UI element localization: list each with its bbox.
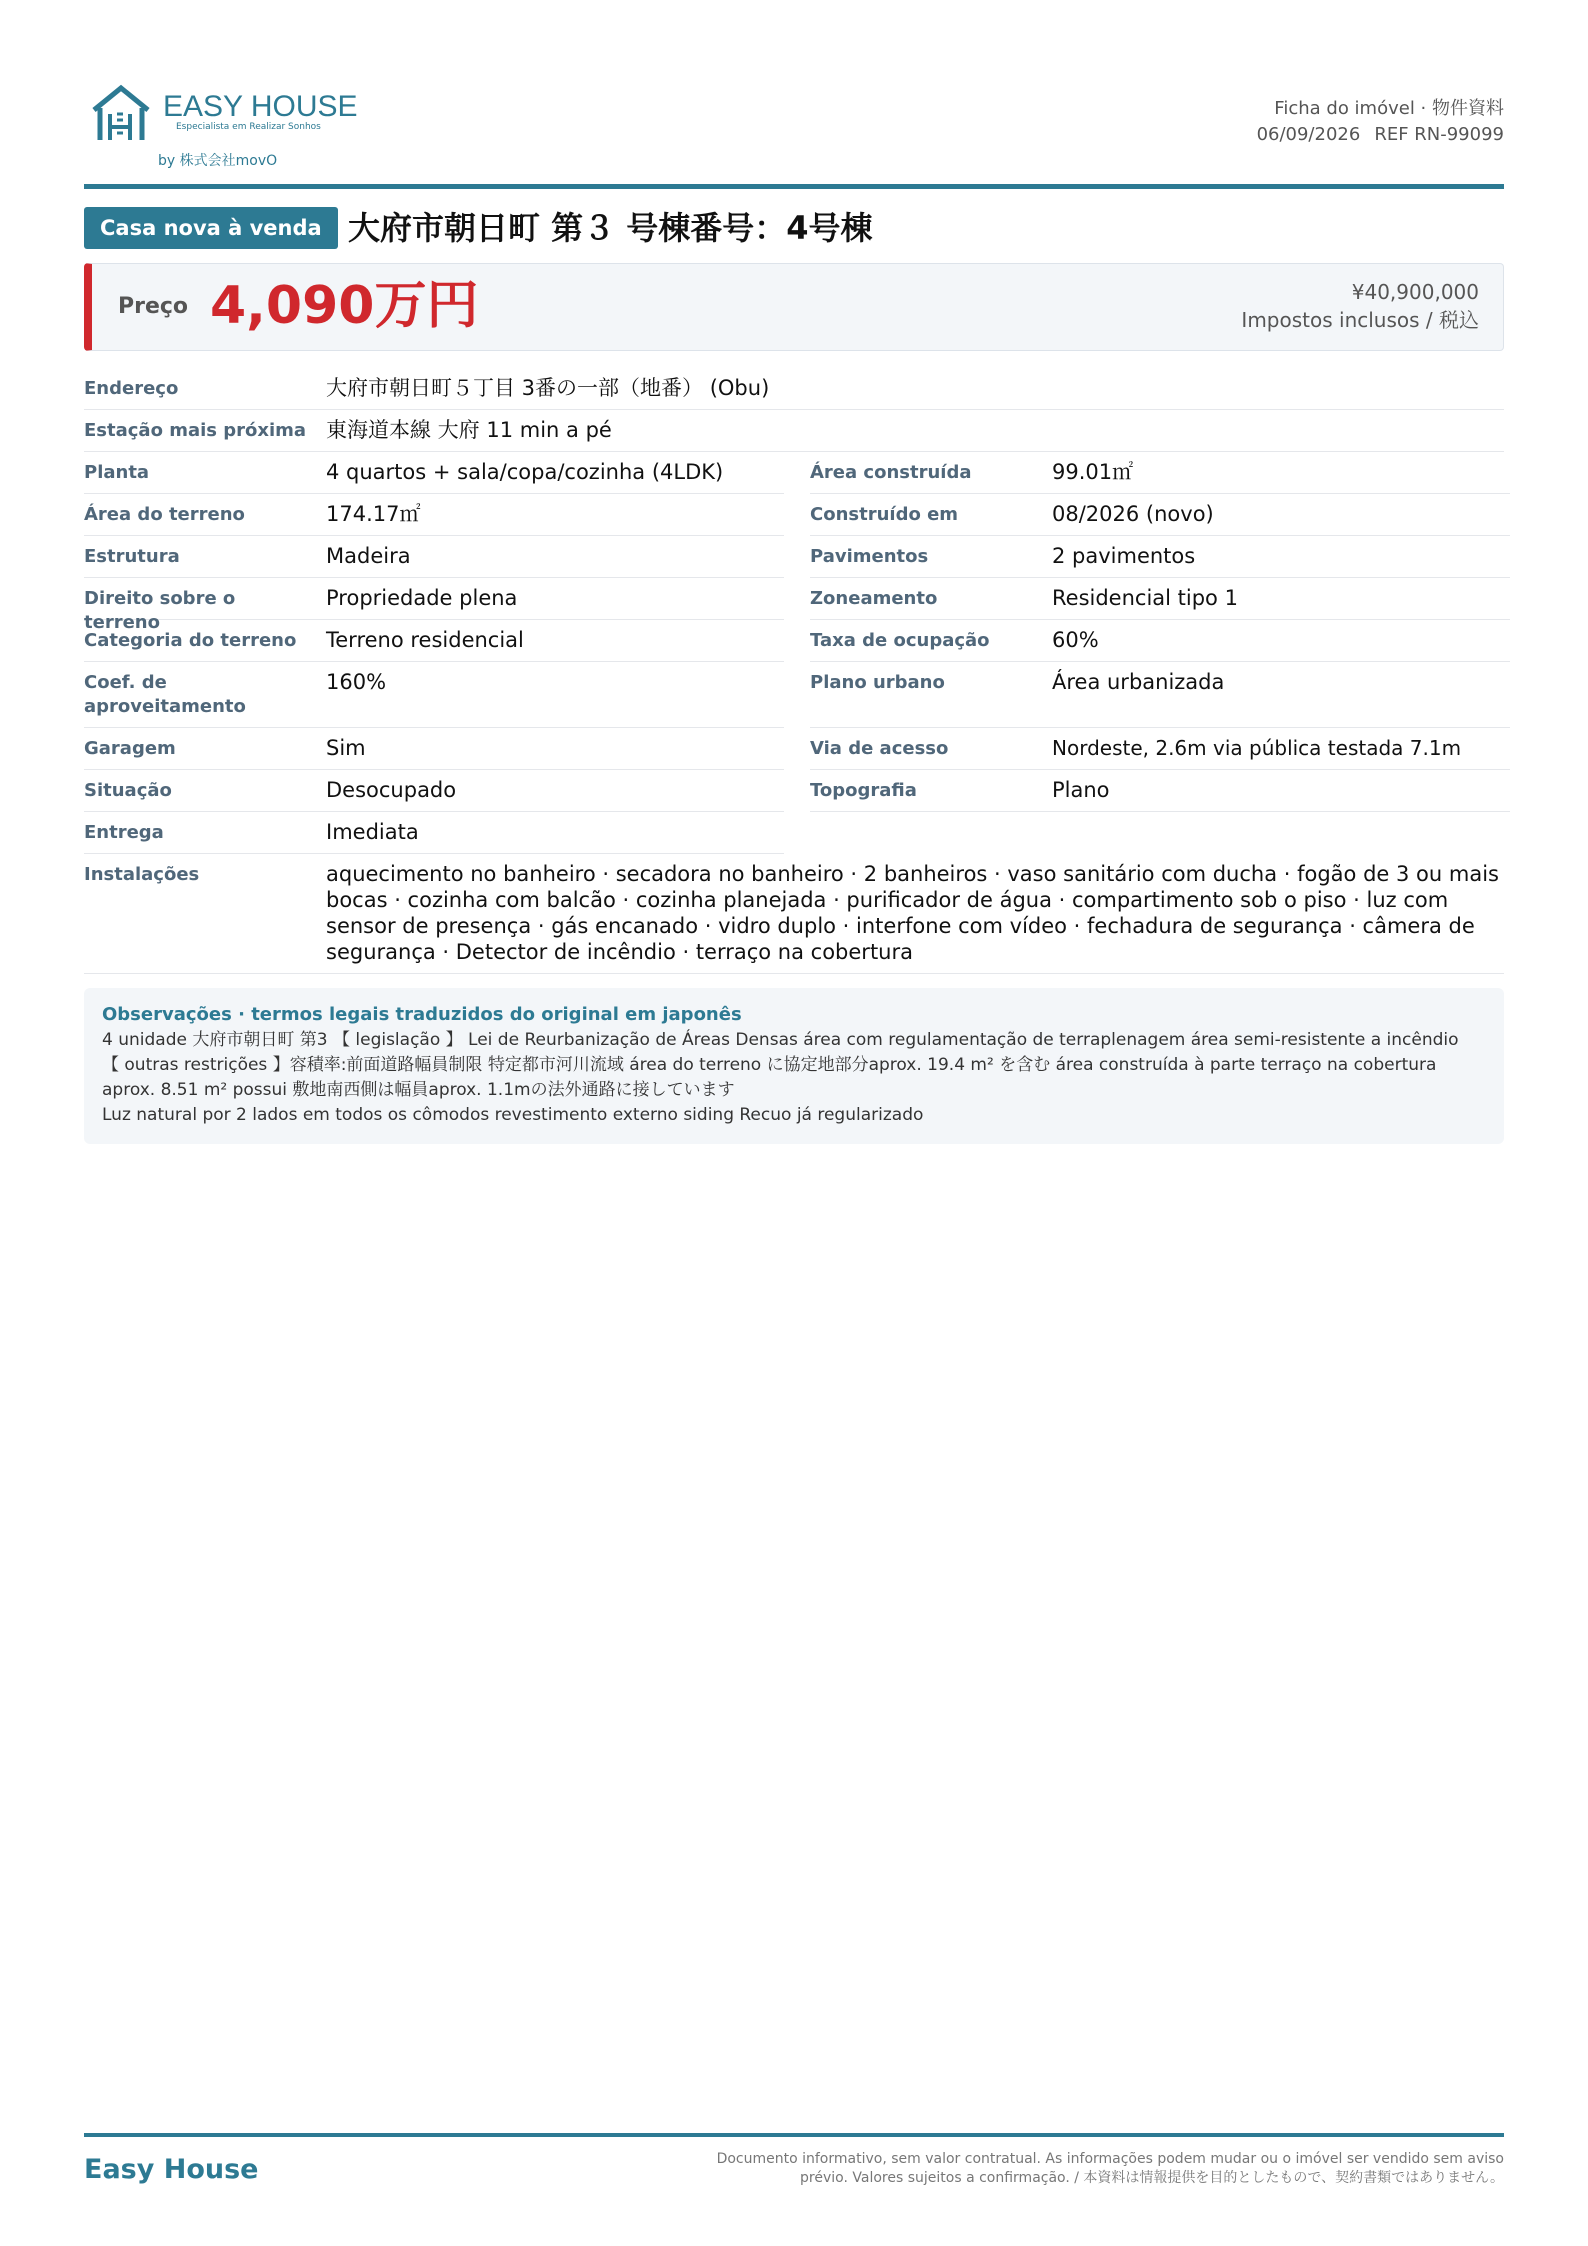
spec-label: Categoria do terreno bbox=[84, 630, 297, 651]
spec-cell bbox=[810, 494, 1510, 536]
spec-label: Endereço bbox=[84, 378, 179, 399]
observations-line: 【 outras restrições 】容積率:前面道路幅員制限 特定都市河川流域 área do terreno に協定地部分aprox. 19.4 m² を含む área construída à parte terraço na cobertura bbox=[102, 1055, 1437, 1075]
spec-row bbox=[84, 452, 1504, 494]
observations-title: Observações · termos legais traduzidos do original em japonês bbox=[102, 1004, 742, 1025]
spec-label: Topografia bbox=[810, 780, 917, 801]
spec-cell bbox=[84, 812, 784, 854]
brand-byline: by 株式会社movO bbox=[158, 153, 278, 169]
document-type: Ficha do imóvel · 物件資料 bbox=[1274, 98, 1504, 119]
spec-label: Coef. de aproveitamento bbox=[84, 672, 246, 717]
spec-cell bbox=[84, 662, 784, 728]
document-date: 06/09/2026 bbox=[1256, 124, 1361, 145]
spec-label: Construído em bbox=[810, 504, 959, 525]
header-divider bbox=[84, 184, 1504, 189]
spec-value: Imediata bbox=[326, 820, 419, 844]
spec-cell bbox=[810, 452, 1510, 494]
spec-cell bbox=[84, 770, 784, 812]
spec-value: Madeira bbox=[326, 544, 411, 568]
spec-value: 174.17㎡ bbox=[326, 502, 421, 526]
spec-label: Área construída bbox=[810, 462, 972, 483]
footer-disclaimer-line: Documento informativo, sem valor contratual. As informações podem mudar ou o imóvel ser vendido sem aviso bbox=[716, 2151, 1504, 2167]
spec-label: Plano urbano bbox=[810, 672, 945, 693]
spec-row bbox=[84, 728, 1504, 770]
spec-label: Estrutura bbox=[84, 546, 180, 567]
spec-label: Área do terreno bbox=[84, 504, 245, 525]
document-meta bbox=[1257, 96, 1504, 148]
document-page bbox=[84, 0, 1504, 2246]
footer-disclaimer-line: prévio. Valores sujeitos a confirmação. / 本資料は情報提供を目的としたもので、契約書類ではありません。 bbox=[800, 2170, 1504, 2186]
spec-cell bbox=[810, 770, 1510, 812]
observations-line: 4 unidade 大府市朝日町 第3 【 legislação 】 Lei de Reurbanização de Áreas Densas área com regulamentação de terraplenagem área semi-resistente a incêndio bbox=[102, 1030, 1459, 1050]
document-date-ref bbox=[1257, 122, 1504, 148]
spec-row bbox=[84, 536, 1504, 578]
spec-cell bbox=[810, 536, 1510, 578]
spec-cell bbox=[810, 620, 1510, 662]
spec-cell bbox=[84, 536, 784, 578]
spec-label: Instalações bbox=[84, 864, 200, 885]
brand-logo bbox=[90, 84, 370, 174]
spec-value: 2 pavimentos bbox=[1052, 544, 1196, 568]
spec-row-estacao bbox=[84, 410, 1504, 452]
spec-value: 4 quartos + sala/copa/cozinha (4LDK) bbox=[326, 460, 724, 484]
specs-table bbox=[84, 368, 1504, 974]
price-value: 4,090万円 bbox=[210, 276, 479, 336]
price-details bbox=[1241, 278, 1479, 334]
spec-value: 60% bbox=[1052, 628, 1099, 652]
spec-label: Garagem bbox=[84, 738, 176, 759]
house-logo-icon bbox=[90, 84, 152, 144]
spec-label: Planta bbox=[84, 462, 150, 483]
spec-value: 160% bbox=[326, 670, 387, 694]
spec-label: Zoneamento bbox=[810, 588, 938, 609]
spec-label: Direito sobre o terreno bbox=[84, 588, 236, 633]
brand-name: EASY HOUSE bbox=[163, 90, 358, 123]
spec-row bbox=[84, 770, 1504, 812]
spec-value: 99.01㎡ bbox=[1052, 460, 1134, 484]
spec-value: Propriedade plena bbox=[326, 586, 518, 610]
price-yen: ¥40,900,000 bbox=[1351, 280, 1479, 304]
spec-label: Situação bbox=[84, 780, 172, 801]
spec-row bbox=[84, 812, 1504, 854]
spec-label: Entrega bbox=[84, 822, 164, 843]
spec-row bbox=[84, 662, 1504, 728]
spec-row-endereco bbox=[84, 368, 1504, 410]
spec-label: Via de acesso bbox=[810, 738, 949, 759]
spec-value: Desocupado bbox=[326, 778, 457, 802]
spec-value: Nordeste, 2.6m via pública testada 7.1m bbox=[1052, 736, 1462, 760]
spec-row-instalacoes bbox=[84, 854, 1504, 974]
spec-cell bbox=[84, 728, 784, 770]
spec-row bbox=[84, 620, 1504, 662]
spec-cell bbox=[810, 662, 1510, 728]
spec-cell bbox=[810, 578, 1510, 620]
price-label: Preço bbox=[118, 294, 189, 319]
footer-disclaimer bbox=[717, 2150, 1504, 2188]
spec-value: 大府市朝日町５丁目 3番の一部（地番） (Obu) bbox=[326, 376, 770, 400]
spec-value: Área urbanizada bbox=[1052, 670, 1225, 694]
price-tax-note: Impostos inclusos / 税込 bbox=[1241, 308, 1479, 332]
spec-value: 08/2026 (novo) bbox=[1052, 502, 1214, 526]
price-panel bbox=[84, 263, 1504, 351]
observations-line: aprox. 8.51 m² possui 敷地南西側は幅員aprox. 1.1mの法外通路に接しています bbox=[102, 1080, 735, 1100]
spec-cell bbox=[84, 620, 784, 662]
brand-tagline: Especialista em Realizar Sonhos bbox=[176, 122, 321, 132]
spec-row bbox=[84, 494, 1504, 536]
spec-value: aquecimento no banheiro · secadora no banheiro · 2 banheiros · vaso sanitário com ducha · fogão de 3 ou mais bocas · cozinha com balcão · cozinha planejada · purificador de água · compartimento sob o piso · luz com sensor de presença · gás encanado · vidro duplo · interfone com vídeo · fechadura de segurança · câmera de segurança · Detector de incêndio · terraço na cobertura bbox=[326, 862, 1499, 964]
spec-value: Terreno residencial bbox=[326, 628, 524, 652]
spec-value: Sim bbox=[326, 736, 366, 760]
spec-cell bbox=[84, 452, 784, 494]
spec-cell bbox=[84, 494, 784, 536]
observations-panel bbox=[84, 988, 1504, 1144]
spec-label: Estação mais próxima bbox=[84, 420, 307, 441]
spec-value: Plano bbox=[1052, 778, 1110, 802]
spec-cell bbox=[84, 578, 784, 633]
spec-value: Residencial tipo 1 bbox=[1052, 586, 1238, 610]
footer-divider bbox=[84, 2133, 1504, 2137]
spec-value: 東海道本線 大府 11 min a pé bbox=[326, 418, 612, 442]
spec-cell bbox=[810, 728, 1510, 770]
spec-row bbox=[84, 578, 1504, 633]
document-ref: REF RN-99099 bbox=[1374, 124, 1504, 145]
spec-label: Taxa de ocupação bbox=[810, 630, 990, 651]
listing-type-badge: Casa nova à venda bbox=[84, 207, 338, 249]
property-title: 大府市朝日町 第３ 号棟番号：4号棟 bbox=[348, 209, 873, 247]
spec-label: Pavimentos bbox=[810, 546, 929, 567]
observations-line: Luz natural por 2 lados em todos os cômodos revestimento externo siding Recuo já regularizado bbox=[102, 1105, 924, 1125]
footer-brand: Easy House bbox=[84, 2154, 259, 2185]
